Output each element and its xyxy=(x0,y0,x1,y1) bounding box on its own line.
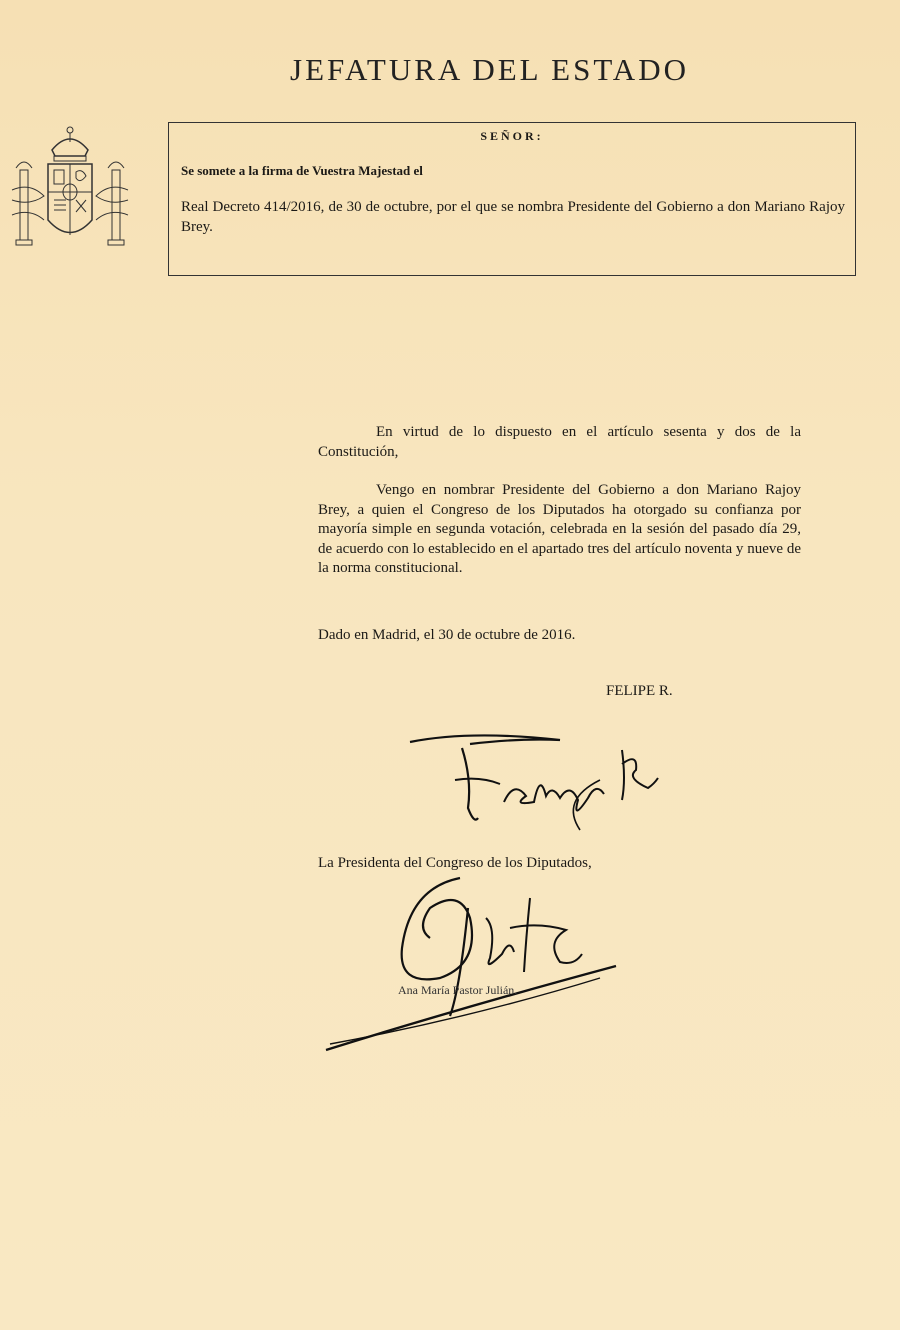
paragraph-legal-basis: En virtud de lo dispuesto en el artículo sesenta y dos de la Constitución, xyxy=(318,424,801,460)
king-name: FELIPE R. xyxy=(606,683,673,699)
paragraph-appointment: Vengo en nombrar Presidente del Gobierno a don Mariano Rajoy Brey, a quien el Congreso de los Diputados ha otorgado su confianza por mayoría simple en segunda votación, celebrada en la sesión del pasado día 29, de acuerdo con lo establecido en el apartado tres del artículo noventa y nueve de la norma constitucional. xyxy=(318,482,801,576)
coat-of-arms-of-spain-icon xyxy=(10,120,130,255)
page-title: JEFATURA DEL ESTADO xyxy=(290,52,689,87)
decree-title: Real Decreto 414/2016, de 30 de octubre, por el que se nombra Presidente del Gobierno a don Mariano Rajoy Brey. xyxy=(181,199,845,235)
countersign-name: Ana María Pastor Julián. xyxy=(398,983,518,997)
handwritten-signature-felipe-icon xyxy=(400,720,670,840)
handwritten-signature-pastor-icon xyxy=(320,868,620,1058)
salutation: SEÑOR: xyxy=(480,129,544,143)
date-place-line: Dado en Madrid, el 30 de octubre de 2016. xyxy=(318,627,576,643)
countersign-role: La Presidenta del Congreso de los Diputados, xyxy=(318,855,592,871)
submission-line: Se somete a la firma de Vuestra Majestad el xyxy=(181,163,423,178)
submission-box xyxy=(168,122,856,276)
